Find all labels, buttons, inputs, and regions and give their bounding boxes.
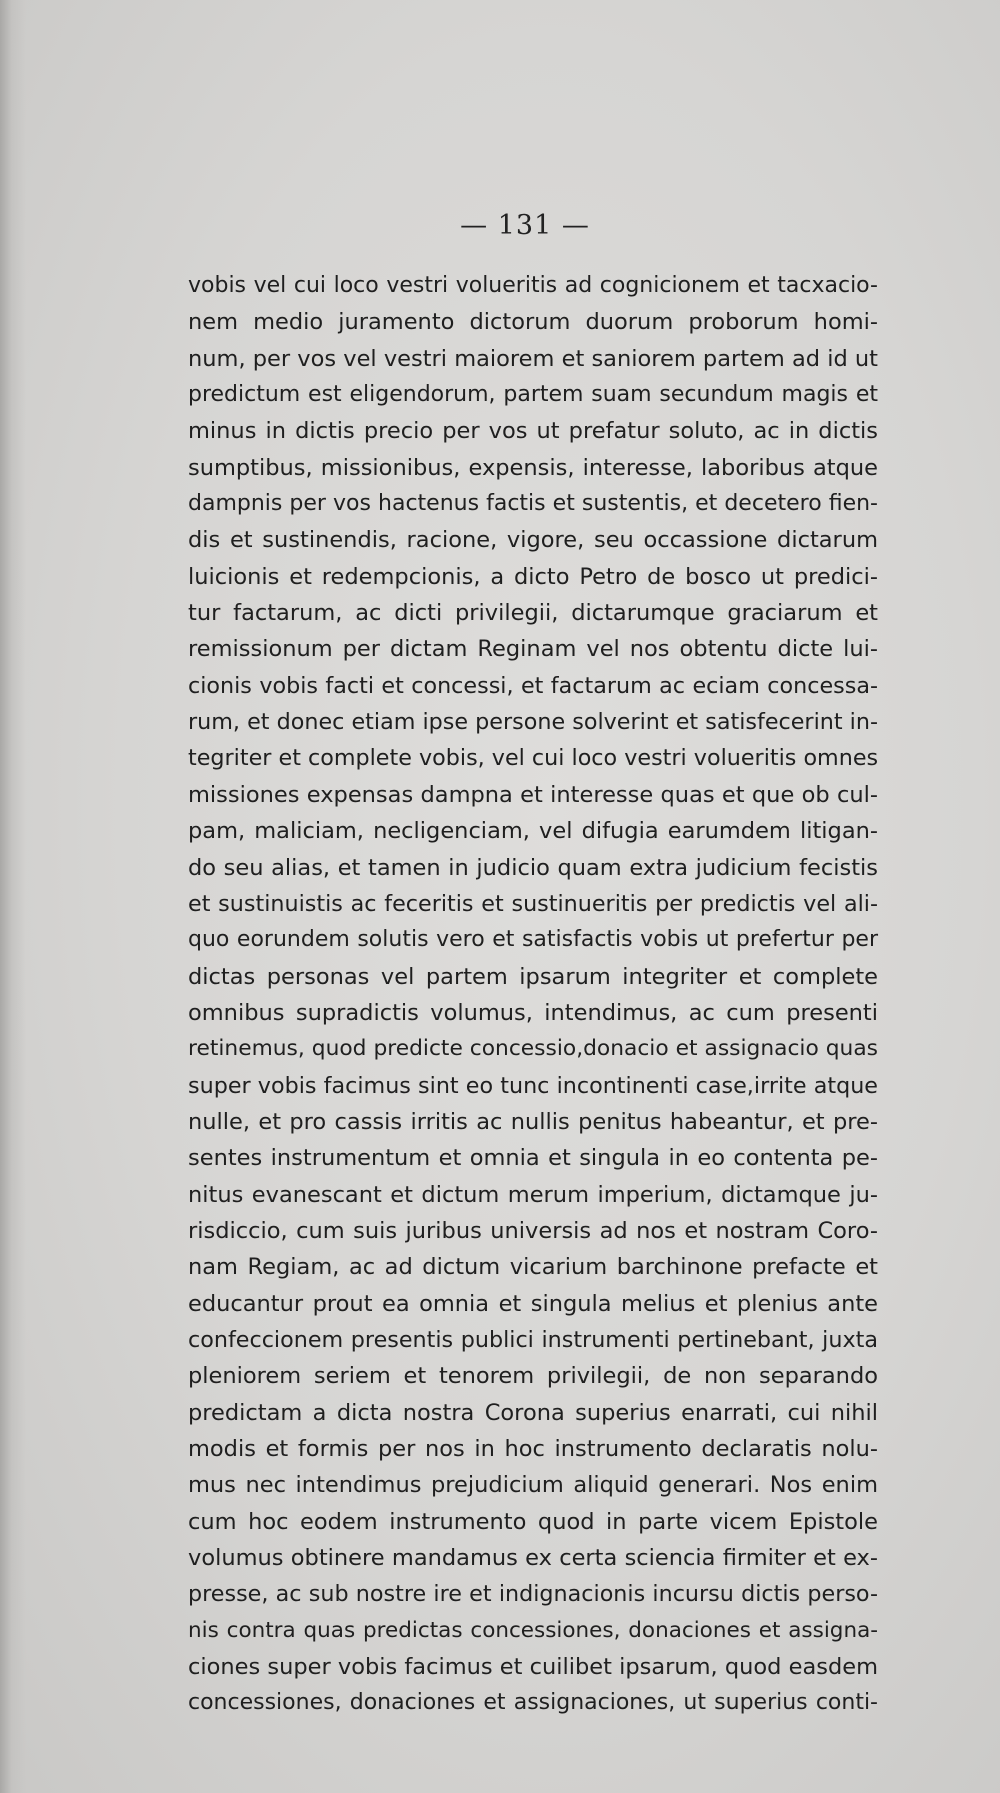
text-line: sumptibus, missionibus, expensis, interesse, laboribus atque — [188, 454, 878, 481]
text-line: modis et formis per nos in hoc instrumento declaratis nolu- — [188, 1436, 878, 1462]
text-line: et sustinuistis ac feceritis et sustinueritis per predictis vel ali- — [188, 890, 878, 917]
page-number: — 131 — — [460, 210, 590, 241]
text-line: missiones expensas dampna et interesse quas et que ob cul- — [188, 781, 878, 808]
text-line: sentes instrumentum et omnia et singula in eo contenta pe- — [188, 1145, 878, 1172]
text-line: super vobis facimus sint eo tunc incontinenti case,irrite atque — [188, 1072, 878, 1099]
text-line: tegriter et complete vobis, vel cui loco vestri volueritis omnes — [188, 745, 879, 772]
text-line: minus in dictis precio per vos ut prefatur soluto, ac in dictis — [188, 418, 878, 445]
text-line: educantur prout ea omnia et singula melius et plenius ante — [188, 1290, 878, 1317]
text-line: quo eorundem solutis vero et satisfactis vobis ut prefertur per — [188, 927, 878, 953]
text-line: nitus evanescant et dictum merum imperium, dictamque ju- — [188, 1181, 878, 1208]
text-line: cum hoc eodem instrumento quod in parte vicem Epistole — [188, 1508, 878, 1535]
text-line: dis et sustinendis, racione, vigore, seu occassione dictarum — [188, 527, 878, 554]
text-line: confeccionem presentis publici instrumenti pertinebant, juxta — [188, 1326, 878, 1353]
text-line: pleniorem seriem et tenorem privilegii, de non separando — [188, 1363, 878, 1390]
text-line: cionis vobis facti et concessi, et factarum ac eciam concessa- — [188, 672, 878, 699]
text-line: luicionis et redempcionis, a dicto Petro de bosco ut predici- — [188, 563, 878, 590]
text-line: nis contra quas predictas concessiones, donaciones et assigna- — [188, 1617, 878, 1643]
text-line: pam, maliciam, necligenciam, vel difugia earumdem litigan- — [188, 818, 878, 845]
text-line: tur factarum, ac dicti privilegii, dictarumque graciarum et — [188, 600, 878, 627]
text-line: do seu alias, et tamen in judicio quam extra judicium fecistis — [188, 854, 878, 881]
text-line: predictam a dicta nostra Corona superius enarrati, cui nihil — [188, 1399, 878, 1426]
text-line: dampnis per vos hactenus factis et sustentis, et decetero fien- — [188, 491, 878, 517]
text-line: nulle, et pro cassis irritis ac nullis penitus habeantur, et pre- — [188, 1108, 878, 1135]
text-line: dictas personas vel partem ipsarum integriter et complete — [188, 963, 878, 990]
text-line: nem medio juramento dictorum duorum proborum homi- — [188, 309, 878, 336]
text-line: num, per vos vel vestri maiorem et saniorem partem ad id ut — [188, 345, 878, 372]
text-line: presse, ac sub nostre ire et indignacionis incursu dictis perso- — [188, 1581, 878, 1608]
body-text — [188, 268, 878, 1722]
text-line: ciones super vobis facimus et cuilibet ipsarum, quod easdem — [188, 1654, 878, 1681]
text-line: retinemus, quod predicte concessio,donacio et assignacio quas — [188, 1036, 878, 1062]
text-line: risdiccio, cum suis juribus universis ad nos et nostram Coro- — [188, 1217, 878, 1244]
text-line: rum, et donec etiam ipse persone solverint et satisfecerint in- — [188, 709, 878, 736]
text-line: remissionum per dictam Reginam vel nos obtentu dicte lui- — [188, 636, 878, 663]
text-line: vobis vel cui loco vestri volueritis ad cognicionem et tacxacio- — [188, 273, 878, 298]
text-line: nam Regiam, ac ad dictum vicarium barchinone prefacte et — [188, 1254, 878, 1281]
text-line: predictum est eligendorum, partem suam secundum magis et — [188, 382, 878, 408]
text-line: concessiones, donaciones et assignaciones, ut superius conti- — [188, 1690, 878, 1716]
text-line: volumus obtinere mandamus ex certa sciencia firmiter et ex- — [188, 1545, 878, 1572]
binding-shadow — [0, 0, 26, 1793]
text-line: omnibus supradictis volumus, intendimus, ac cum presenti — [188, 999, 878, 1026]
text-line: mus nec intendimus prejudicium aliquid generari. Nos enim — [188, 1472, 878, 1499]
